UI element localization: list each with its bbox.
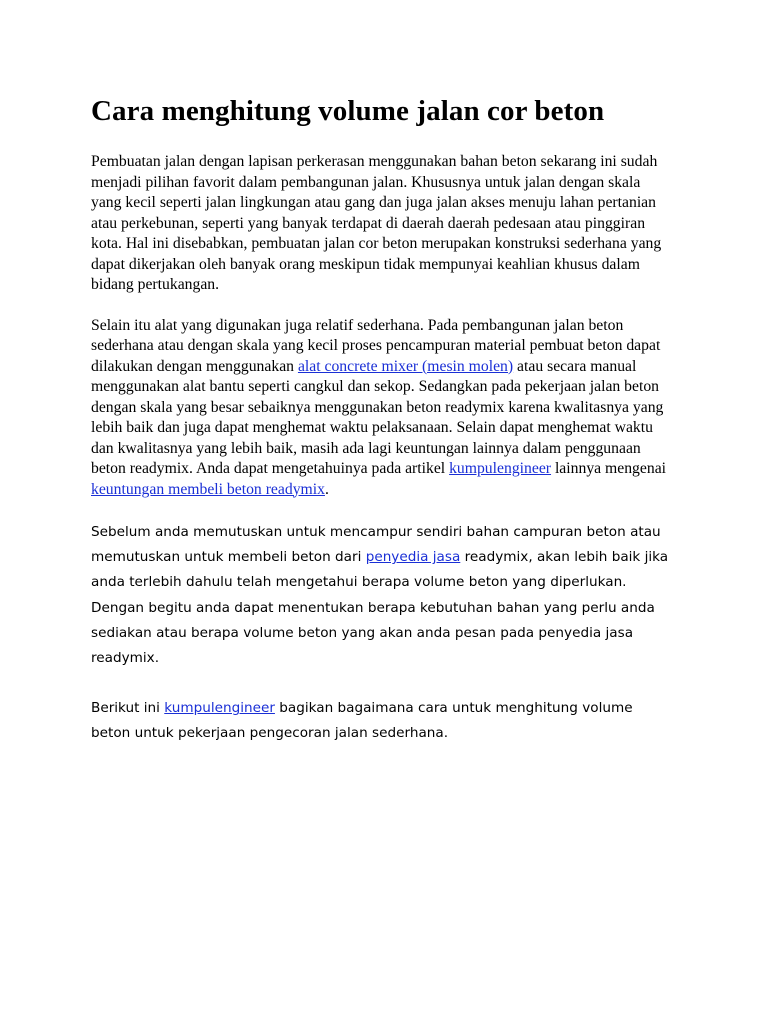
- paragraph-text: readymix, akan lebih baik jika anda terlebih dahulu telah mengetahui berapa volume beton yang diperlukan. Dengan begitu anda dapat menentukan berapa kebutuhan bahan yang perlu anda sediakan atau berapa volume beton yang akan anda pesan pada penyedia jasa readymix.: [91, 549, 669, 667]
- paragraph-text: bagikan bagaimana cara untuk menghitung volume beton untuk pekerjaan pengecoran jalan sederhana.: [91, 700, 633, 742]
- paragraph-text: .: [324, 480, 329, 498]
- document-page: [91, 92, 671, 747]
- paragraph-text: Selain itu alat yang digunakan juga relatif sederhana. Pada pembangunan jalan beton sederhana atau dengan skala yang kecil proses pencampuran material pembuat beton dapat dilakukan dengan menggunakan: [91, 316, 661, 375]
- paragraph-intro: Pembuatan jalan dengan lapisan perkerasan menggunakan bahan beton sekarang ini sudah menjadi pilihan favorit dalam pembangunan jalan. Khususnya untuk jalan dengan skala yang kecil seperti jalan lingkungan atau gang dan juga jalan akses menuju lahan pertanian atau perkebunan, seperti yang banyak terdapat di daerah daerah pedesaan atau pinggiran kota. Hal ini disebabkan, pembuatan jalan cor beton merupakan konstruksi sederhana yang dapat dikerjakan oleh banyak orang meskipun tidak mempunyai keahlian khusus dalam bidang pertukangan.: [91, 153, 662, 293]
- document-title: Cara menghitung volume jalan cor beton: [91, 95, 605, 127]
- link-kumpulengineer[interactable]: kumpulengineer: [449, 460, 552, 477]
- link-concrete-mixer[interactable]: alat concrete mixer (mesin molen): [297, 357, 514, 375]
- paragraph-text: lainnya mengenai: [551, 460, 667, 477]
- paragraph-tools: [91, 316, 671, 501]
- paragraph-text: Sebelum anda memutuskan untuk mencampur sendiri bahan campuran beton atau memutuskan untuk membeli beton dari: [91, 524, 661, 566]
- link-kumpulengineer-2[interactable]: kumpulengineer: [164, 700, 275, 717]
- paragraph-volume: [91, 520, 671, 671]
- link-penyedia-jasa[interactable]: penyedia jasa: [365, 549, 461, 566]
- paragraph-berikut: [91, 696, 671, 746]
- paragraph-text: Berikut ini: [91, 700, 165, 717]
- paragraph-text: atau secara manual menggunakan alat bantu seperti cangkul dan sekop. Sedangkan pada pekerjaan jalan beton dengan skala yang besar sebaiknya menggunakan beton readymix karena kwalitasnya yang lebih baik dan juga dapat menghemat waktu pelaksanaan. Selain dapat menghemat waktu dan kwalitasnya yang lebih baik, masih ada lagi keuntungan lainnya dalam penggunaan beton readymix. Anda dapat mengetahuinya pada artikel: [91, 357, 664, 477]
- link-keuntungan-readymix[interactable]: keuntungan membeli beton readymix: [91, 480, 325, 498]
